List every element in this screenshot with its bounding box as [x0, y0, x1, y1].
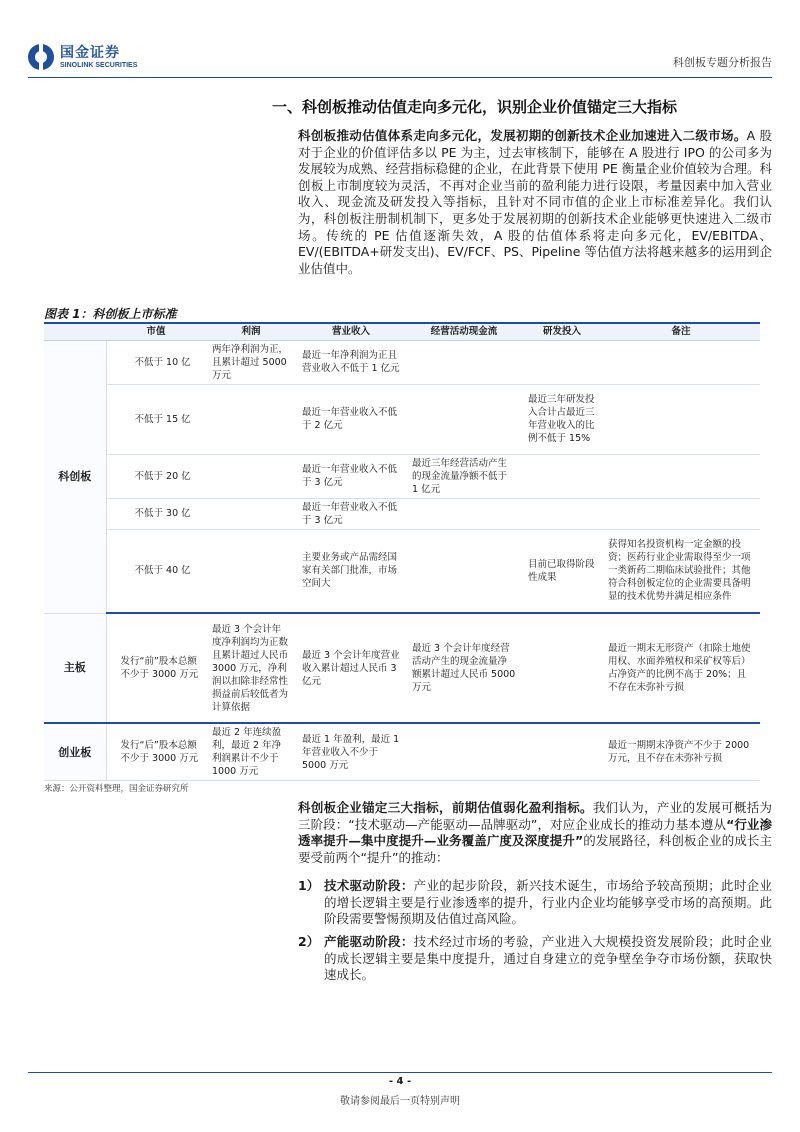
listing-standards-table [44, 324, 760, 781]
table-cell [406, 529, 522, 613]
table-cell [602, 340, 760, 384]
table-row [44, 498, 760, 529]
table-cell [406, 723, 522, 781]
page-header [28, 40, 772, 76]
figure-source: 来源：公开资料整理，国金证券研究所 [44, 784, 189, 794]
paragraph-body-end: 的发展路径，科创板企业的成长主要受前两个“提升”的推动： [298, 833, 772, 865]
table-cell: 最近 3 个会计年度营业收入累计超过人民币 3 亿元 [296, 613, 406, 723]
paragraph-body: 我们认为，产业的发展可概括为三阶段：“技术驱动—产能驱动—品牌驱动”，对应企业成长的推动力基本遵从 [298, 800, 772, 832]
table-cell: 最近一年营业收入不低于 3 亿元 [296, 498, 406, 529]
table-cell [206, 529, 296, 613]
table-cell [406, 340, 522, 384]
table-row [44, 454, 760, 498]
table-cell [206, 498, 296, 529]
list-item [298, 878, 772, 928]
board-name-cyb: 创业板 [44, 723, 106, 781]
table-cell: 两年净利润为正，且累计超过 5000 万元 [206, 340, 296, 384]
table-cell: 最近一年净利润为正且营业收入不低于 1 亿元 [296, 340, 406, 384]
paragraph-body: A 股对于企业的价值评估多以 PE 为主，过去审核制下，能够在 A 股进行 IPO 的公司多为发展较为成熟、经营指标稳健的企业，在此背景下使用 PE 衡量企业价值较为合理。科创板上市制度较为灵活，不再对企业当前的盈利能力进行设限，考量因素中加入营业收入、现金流及研发投入等指标，且针对不同市值的企业上市标准差异化。我们认为，科创板注册制机制下，更多处于发展初期的创新技术企业能够更快速进入二级市场。传统的 PE 估值逐渐失效，A 股的估值体系将走向多元化，EV/EBITDA、EV/(EBITDA+研发支出)、EV/FCF、PS、Pipeline 等估值方法将越来越多的运用到企业估值中。 [298, 128, 772, 276]
table-row [44, 529, 760, 613]
table-header-cell: 研发投入 [522, 324, 602, 340]
logo-mark-icon [28, 44, 54, 70]
table-cell: 最近三年研发投入合计占最近三年营业收入的比例不低于 15% [522, 384, 602, 454]
table-header-cell: 营业收入 [296, 324, 406, 340]
table-cell: 最近一年营业收入不低于 3 亿元 [296, 454, 406, 498]
paragraph-valuation-diversification [298, 128, 772, 277]
report-type: 科创板专题分析报告 [673, 56, 772, 69]
paragraph-bold-phrase: “行业渗透率提升—集中度提升—业务覆盖广度及深度提升” [298, 816, 773, 849]
list-item [298, 934, 772, 984]
table-row [44, 723, 760, 781]
table-cell: 不低于 20 亿 [106, 454, 206, 498]
logo-chinese-name: 国金证券 [60, 44, 120, 61]
table-cell [602, 454, 760, 498]
table-cell [206, 454, 296, 498]
table-cell [206, 384, 296, 454]
table-header-cell: 经营活动现金流 [406, 324, 522, 340]
table-cell [522, 454, 602, 498]
table-header-cell: 备注 [602, 324, 760, 340]
logo-english-name: SINOLINK SECURITIES [60, 61, 138, 69]
figure-title: 图表 1：科创板上市标准 [44, 307, 177, 321]
table-cell: 主要业务或产品需经国家有关部门批准，市场空间大 [296, 529, 406, 613]
table-cell [406, 498, 522, 529]
table-header-row [44, 324, 760, 340]
table-cell: 最近 2 年连续盈利，最近 2 年净利润累计不少于 1000 万元 [206, 723, 296, 781]
table-cell [522, 613, 602, 723]
board-name-kcb: 科创板 [44, 340, 106, 613]
paragraph-lead: 科创板企业锚定三大指标，前期估值弱化盈利指标。 [298, 800, 593, 815]
disclaimer-note: 敬请参阅最后一页特别声明 [340, 1096, 460, 1107]
table-cell: 不低于 30 亿 [106, 498, 206, 529]
table-cell [522, 723, 602, 781]
table-cell: 最近一期期末净资产不少于 2000 万元，且不存在未弥补亏损 [602, 723, 760, 781]
table-header-cell: 市值 [106, 324, 206, 340]
table-cell [522, 340, 602, 384]
list-number: 1） [298, 878, 320, 893]
table-cell [602, 384, 760, 454]
table-row [44, 613, 760, 723]
table-cell [522, 498, 602, 529]
table-cell: 不低于 40 亿 [106, 529, 206, 613]
table-cell: 目前已取得阶段性成果 [522, 529, 602, 613]
table-cell: 最近三年经营活动产生的现金流量净额不低于 1 亿元 [406, 454, 522, 498]
table-header-cell: 利润 [206, 324, 296, 340]
table-cell: 不低于 10 亿 [106, 340, 206, 384]
table-cell: 最近 3 个会计年度净利润均为正数且累计超过人民币 3000 万元，净利润以扣除非经常性损益前后较低者为计算依据 [206, 613, 296, 723]
sinolink-logo [28, 42, 137, 72]
paragraph-three-indicators [298, 800, 772, 866]
table-cell [602, 498, 760, 529]
table-cell: 最近 1 年盈利，最近 1 年营业收入不少于 5000 万元 [296, 723, 406, 781]
table-cell: 发行“后”股本总额不少于 3000 万元 [106, 723, 206, 781]
table-cell: 不低于 15 亿 [106, 384, 206, 454]
table-cell: 获得知名投资机构一定金额的投资；医药行业企业需取得至少一项一类新药二期临床试验批件；其他符合科创板定位的企业需要具备明显的技术优势并满足相应条件 [602, 529, 760, 613]
table-cell: 最近一期末无形资产（扣除土地使用权、水面养殖权和采矿权等后）占净资产的比例不高于 20%；且不存在未弥补亏损 [602, 613, 760, 723]
list-item-text: 技术经过市场的考验，产业进入大规模投资发展阶段；此时企业的成长逻辑主要是集中度提升，通过自身建立的竞争壁垒争夺市场份额，获取快速成长。 [324, 934, 772, 983]
header-divider [28, 77, 772, 78]
table-cell: 发行“前”股本总额不少于 3000 万元 [106, 613, 206, 723]
table-cell: 最近 3 个会计年度经营活动产生的现金流量净额累计超过人民币 5000 万元 [406, 613, 522, 723]
list-item-title: 产能驱动阶段： [324, 934, 414, 949]
list-number: 2） [298, 934, 320, 949]
footer-divider [28, 1072, 772, 1073]
table-row [44, 340, 760, 384]
list-item-text: 产业的起步阶段，新兴技术诞生，市场给予较高预期；此时企业的增长逻辑主要是行业渗透率的提升，行业内企业均能够享受市场的高预期。此阶段需要警惕预期及估值过高风险。 [324, 878, 772, 927]
table-row [44, 384, 760, 454]
page-number: - 4 - [388, 1076, 412, 1087]
table-cell: 最近一年营业收入不低于 2 亿元 [296, 384, 406, 454]
section-title: 一、科创板推动估值走向多元化，识别企业价值锚定三大指标 [272, 98, 678, 116]
table-cell [406, 384, 522, 454]
list-item-title: 技术驱动阶段： [324, 878, 414, 893]
board-name-zb: 主板 [44, 613, 106, 723]
paragraph-lead: 科创板推动估值体系走向多元化，发展初期的创新技术企业加速进入二级市场。 [298, 128, 747, 143]
table-header-cell [44, 324, 106, 340]
